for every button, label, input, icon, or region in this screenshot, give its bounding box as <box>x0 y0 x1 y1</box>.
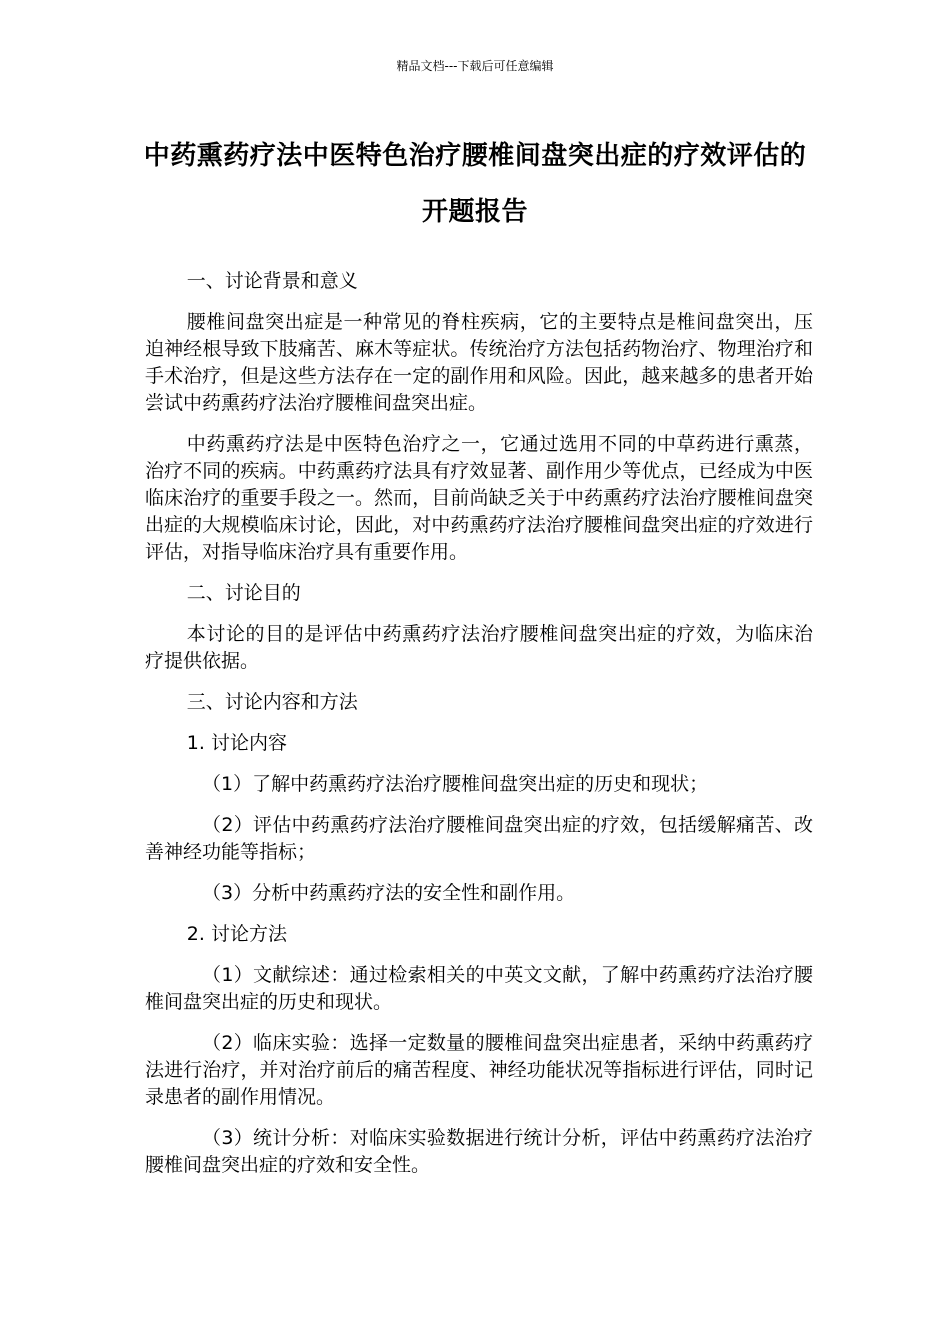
content-item-1: （1）了解中药熏药疗法治疗腰椎间盘突出症的历史和现状； <box>202 773 709 795</box>
method-subheading: 2. 讨论方法 <box>186 923 287 945</box>
section-1-paragraph-1: 腰椎间盘突出症是一种常见的脊柱疾病，它的主要特点是椎间盘突出，压迫神经根导致下肢痛苦、麻木等症状。传统治疗方法包括药物治疗、物理治疗和手术治疗，但是这些方法存在一定的副作用和风险。因此，越来越多的患者开始尝试中药熏药疗法治疗腰椎间盘突出症。 <box>145 311 813 414</box>
content-subheading: 1. 讨论内容 <box>186 732 287 754</box>
section-3-heading: 三、讨论内容和方法 <box>186 691 358 713</box>
method-item-3: （3）统计分析：对临床实验数据进行统计分析，评估中药熏药疗法治疗腰椎间盘突出症的疗效和安全性。 <box>145 1127 813 1176</box>
method-item-2: （2）临床实验：选择一定数量的腰椎间盘突出症患者，采纳中药熏药疗法进行治疗，并对治疗前后的痛苦程度、神经功能状况等指标进行评估，同时记录患者的副作用情况。 <box>145 1032 813 1108</box>
section-2-paragraph-1: 本讨论的目的是评估中药熏药疗法治疗腰椎间盘突出症的疗效，为临床治疗提供依据。 <box>145 623 813 672</box>
section-1-heading: 一、讨论背景和意义 <box>186 270 358 292</box>
content-item-2: （2）评估中药熏药疗法治疗腰椎间盘突出症的疗效，包括缓解痛苦、改善神经功能等指标； <box>145 814 813 863</box>
section-2-heading: 二、讨论目的 <box>186 582 301 604</box>
document-body <box>145 268 813 1193</box>
document-title: 中药熏药疗法中医特色治疗腰椎间盘突出症的疗效评估的开题报告 <box>143 141 807 227</box>
content-item-3: （3）分析中药熏药疗法的安全性和副作用。 <box>202 882 576 904</box>
section-1-paragraph-2: 中药熏药疗法是中医特色治疗之一，它通过选用不同的中草药进行熏蒸，治疗不同的疾病。中药熏药疗法具有疗效显著、副作用少等优点，已经成为中医临床治疗的重要手段之一。然而，目前尚缺乏关于中药熏药疗法治疗腰椎间盘突出症的大规模临床讨论，因此，对中药熏药疗法治疗腰椎间盘突出症的疗效进行评估，对指导临床治疗具有重要作用。 <box>145 433 813 563</box>
header-note: 精品文档---下载后可任意编辑 <box>396 59 554 73</box>
method-item-1: （1）文献综述：通过检索相关的中英文文献，了解中药熏药疗法治疗腰椎间盘突出症的历史和现状。 <box>145 964 813 1013</box>
